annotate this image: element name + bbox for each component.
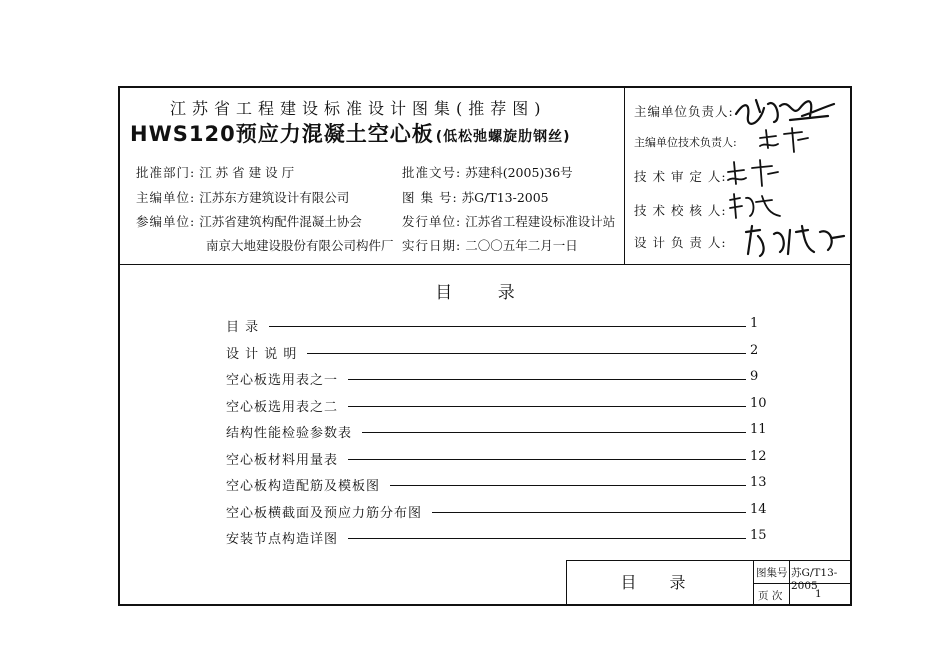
signature-design-leader	[740, 222, 850, 260]
toc-entry-page: 10	[750, 395, 767, 411]
toc-entry-label: 空心板横截面及预应力筋分布图	[226, 502, 428, 521]
toc-entry-label: 空心板构造配筋及模板图	[226, 475, 386, 494]
drawing-sheet	[118, 86, 852, 606]
info-approval-dept	[136, 163, 294, 181]
toc-leader-line	[390, 485, 746, 486]
role-chief-unit-head: 主编单位负责人:	[634, 104, 734, 119]
info-label: 图 集 号:	[402, 190, 458, 205]
signature-chief-tech-head	[756, 126, 816, 154]
info-value: 江苏东方建筑设计有限公司	[199, 190, 350, 205]
info-label: 参编单位:	[136, 214, 196, 229]
toc-entry	[226, 528, 766, 548]
info-atlas-number	[402, 188, 549, 206]
toc-entry-page: 11	[750, 422, 767, 437]
toc-leader-line	[348, 459, 746, 460]
main-title-text: HWS120预应力混凝土空心板	[130, 122, 434, 146]
info-label: 实行日期:	[402, 238, 462, 253]
toc-entry	[226, 475, 766, 495]
title-block-atlas-label: 图集号	[756, 567, 788, 579]
toc-entry	[226, 316, 766, 336]
info-value: 江苏省建筑构配件混凝土协会	[199, 214, 362, 229]
toc-title: 目 录	[435, 283, 535, 303]
toc-entry-label: 目 录	[226, 316, 265, 335]
signature-chief-unit-head	[730, 94, 840, 130]
info-label: 发行单位:	[402, 214, 462, 229]
toc-entry-label: 设 计 说 明	[226, 343, 303, 362]
toc-entry-label: 空心板选用表之二	[226, 396, 344, 415]
info-chief-unit	[136, 188, 349, 206]
info-value: 苏建科(2005)36号	[465, 165, 573, 180]
toc-entry-page: 9	[750, 369, 759, 384]
toc-entry-page: 15	[750, 528, 767, 543]
toc-leader-line	[432, 512, 746, 513]
toc-entry	[226, 449, 766, 469]
toc-entry-page: 13	[750, 475, 767, 490]
info-approval-number	[402, 163, 573, 181]
info-value: 苏G/T13-2005	[461, 190, 549, 205]
toc-entry-label: 空心板选用表之一	[226, 369, 344, 388]
toc-leader-line	[269, 326, 746, 327]
toc-entry-label: 空心板材料用量表	[226, 449, 344, 468]
toc-leader-line	[362, 432, 746, 433]
toc-entry	[226, 502, 766, 522]
toc-entry-page: 2	[750, 342, 759, 358]
toc-leader-line	[307, 353, 746, 354]
title-block	[566, 560, 851, 605]
toc-entry-label: 结构性能检验参数表	[226, 422, 358, 441]
toc-entry	[226, 369, 766, 389]
title-block-page-value: 1	[815, 588, 822, 600]
role-technical-approver: 技 术 审 定 人:	[634, 169, 727, 184]
series-title: 江苏省工程建设标准设计图集(推荐图)	[170, 99, 547, 118]
info-effective-date	[402, 236, 578, 254]
title-block-atlas-value: 苏G/T13-2005	[791, 567, 838, 592]
toc-leader-line	[348, 406, 746, 407]
info-value: 二〇〇五年二月一日	[465, 238, 578, 253]
toc-entry	[226, 396, 766, 416]
header-divider	[624, 88, 625, 264]
info-value: 江苏省工程建设标准设计站	[465, 214, 616, 229]
role-design-leader: 设 计 负 责 人:	[634, 235, 727, 250]
header-block	[120, 88, 850, 265]
info-value: 南京大地建设股份有限公司构件厂	[206, 238, 394, 253]
title-block-page-label: 页 次	[758, 590, 783, 602]
toc-entry-page: 14	[750, 501, 767, 517]
info-participating-unit	[136, 212, 362, 230]
toc-entry-page: 1	[750, 316, 759, 331]
role-technical-checker: 技 术 校 核 人:	[634, 203, 727, 218]
toc-entry-page: 12	[750, 448, 767, 464]
toc-entry-label: 安装节点构造详图	[226, 528, 344, 547]
toc-leader-line	[348, 538, 746, 539]
toc-leader-line	[348, 379, 746, 380]
info-publisher	[402, 212, 615, 230]
signature-technical-approver	[724, 158, 784, 188]
info-label: 批准文号:	[402, 165, 462, 180]
main-title	[130, 118, 571, 148]
signature-technical-checker	[726, 192, 786, 222]
info-label: 批准部门:	[136, 165, 196, 180]
main-subtitle: (低松弛螺旋肋钢丝)	[435, 129, 571, 145]
title-block-drawing-name: 目 录	[620, 573, 700, 592]
info-value: 江 苏 省 建 设 厅	[199, 165, 295, 180]
role-chief-tech-head: 主编单位技术负责人:	[634, 136, 737, 149]
info-participating-unit-2	[206, 236, 394, 254]
toc-entry	[226, 343, 766, 363]
info-label: 主编单位:	[136, 190, 196, 205]
toc-entry	[226, 422, 766, 442]
